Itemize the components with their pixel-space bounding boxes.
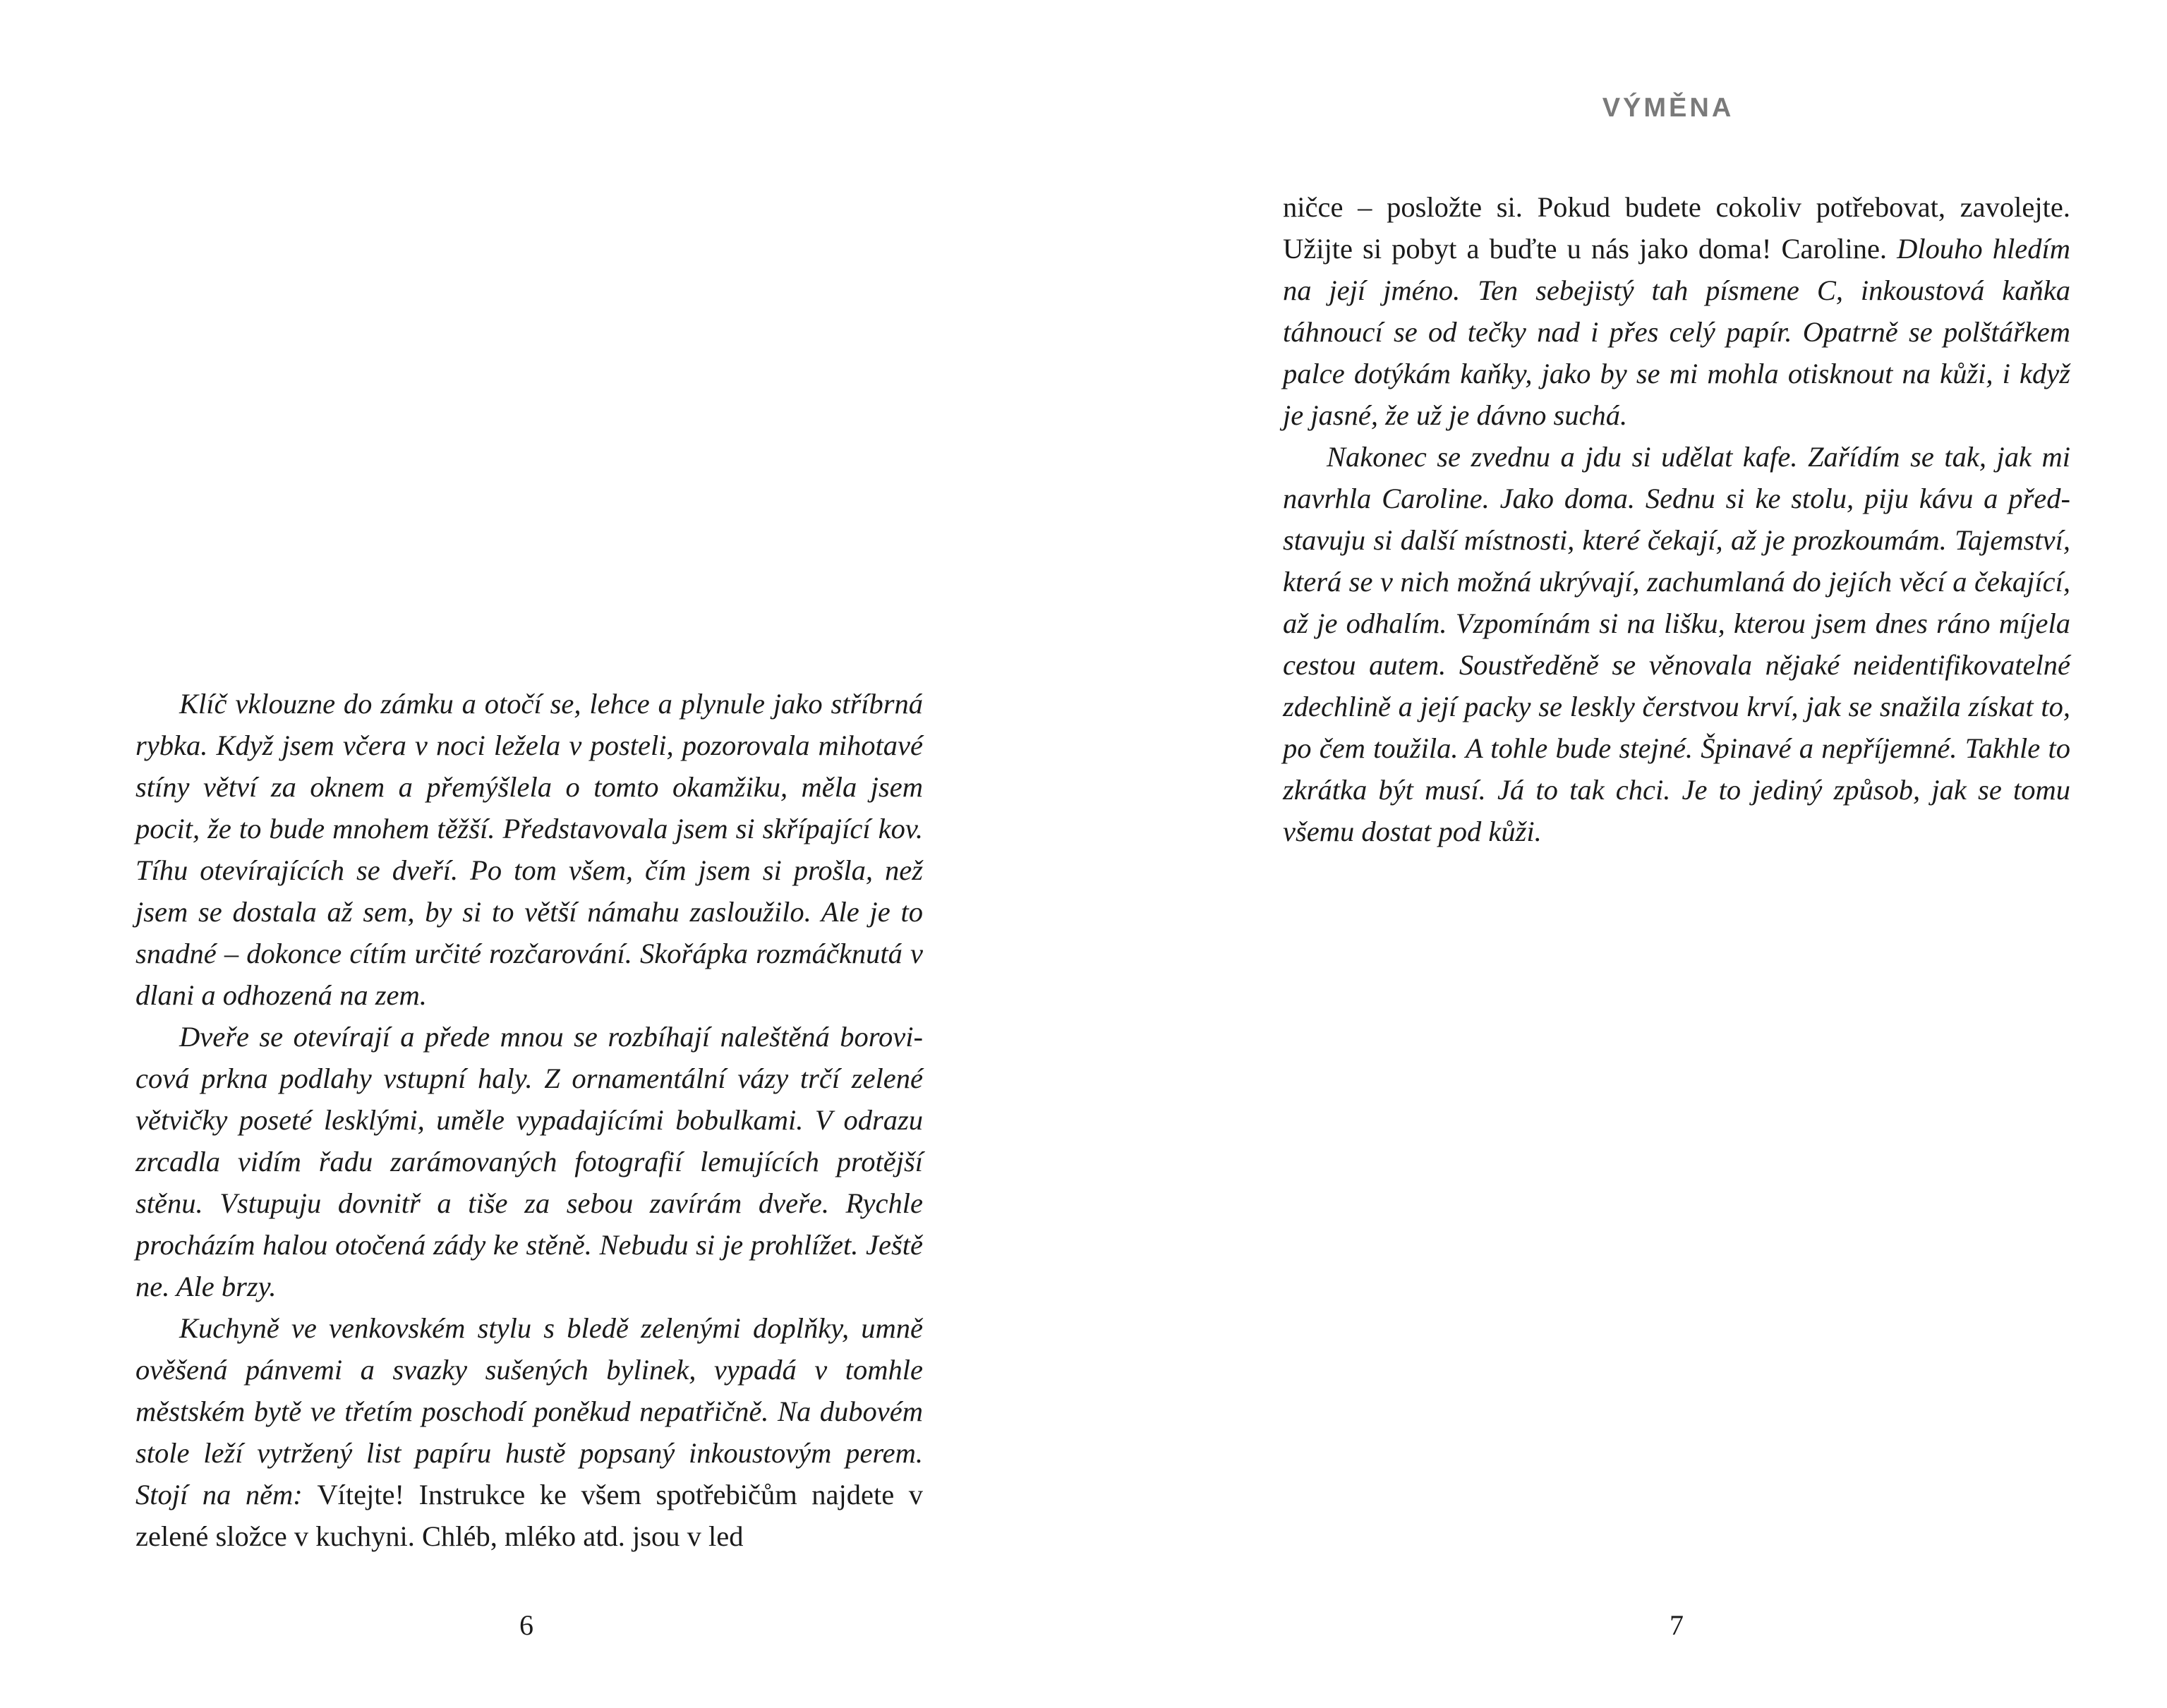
paragraph bbox=[1283, 436, 2070, 852]
left-page-text bbox=[135, 683, 923, 1557]
note-text-run: Vítejte! Instrukce ke všem spotřebičům najdete v zelené složce v kuchyni. Chléb, mléko atd. jsou v led bbox=[135, 1479, 923, 1552]
paragraph bbox=[1283, 186, 2070, 436]
page-number: 7 bbox=[1670, 1609, 1684, 1641]
text-run: Kuchyně ve venkovském stylu s bledě zelenými doplňky, umně ověšená pánvemi a svazky sušených bylinek, vypadá v tomhle městském bytě ve třetím poschodí poněkud nepatřičně. Na dubovém stole leží vytržený list papíru hustě popsaný inkoustovým perem. Stojí na něm: bbox=[135, 1312, 923, 1510]
paragraph bbox=[135, 683, 923, 1016]
text-run: Klíč vklouzne do zámku a otočí se, lehce a plynule jako stříbrná rybka. Když jsem včera v noci ležela v posteli, pozorovala mihotavé stíny větví za oknem a přemýšlela o tomto okamžiku, měla jsem pocit, že to bude mnohem těžší. Představovala jsem si skřípající kov. Tíhu otevírajících se dveří. Po tom všem, čím jsem si prošla, než jsem se dostala až sem, by si to větší námahu zasloužilo. Ale je to snadné – dokonce cítím určité rozčarování. Skořápka rozmáčknutá v dlani a odhozená na zem. bbox=[135, 688, 923, 1011]
right-page-text bbox=[1283, 186, 2070, 852]
left-page bbox=[0, 0, 1083, 1708]
text-run: Dlouho hledím na její jméno. Ten sebejistý tah písmene C, inkoustová kaňka táhnoucí se od tečky nad i přes celý papír. Opatrně se polštářkem palce dotýkám kaňky, jako by se mi mohla otisknout na kůži, i když je jasné, že už je dávno suchá. bbox=[1283, 233, 2070, 431]
text-run: Dveře se otevírají a přede mnou se rozbíhají naleštěná borovicová prkna podlahy vstupní haly. Z ornamentální vázy trčí zelené větvičky poseté lesklými, uměle vypadajícími bobulkami. V odrazu zrcadla vidím řadu zarámovaných fotografií lemujících protější stěnu. Vstupuju dovnitř a tiše za sebou zavírám dveře. Rychle procházím halou otočená zády ke stěně. Nebudu si je prohlížet. Ještě ne. Ale brzy. bbox=[135, 1021, 923, 1302]
page-number: 6 bbox=[519, 1609, 533, 1641]
right-page bbox=[1084, 0, 2167, 1708]
running-header: VÝMĚNA bbox=[1602, 93, 1734, 123]
paragraph bbox=[135, 1307, 923, 1557]
text-run: Nakonec se zvednu a jdu si udělat kafe. Zařídím se tak, jak mi navrhla Caroline. Jako doma. Sednu si ke stolu, piju kávu a představuju si další místnosti, které čekají, až je prozkoumám. Tajemství, která se v nich možná ukrývají, zachumlaná do jejích věcí a čekající, až je odhalím. Vzpomínám si na lišku, kterou jsem dnes ráno míjela cestou autem. Soustředěně se věnovala nějaké neidentifikovatelné zdechlině a její packy se leskly čerstvou krví, jak se snažila získat to, po čem toužila. A tohle bude stejné. Špinavé a nepříjemné. Takhle to zkrátka být musí. Já to tak chci. Je to jediný způsob, jak se tomu všemu dostat pod kůži. bbox=[1283, 441, 2070, 847]
paragraph bbox=[135, 1016, 923, 1307]
note-text-run: ničce – posložte si. Pokud budete cokoliv potřebovat, zavolejte. Užijte si pobyt a buďte u nás jako doma! Caroline. bbox=[1283, 191, 2070, 265]
